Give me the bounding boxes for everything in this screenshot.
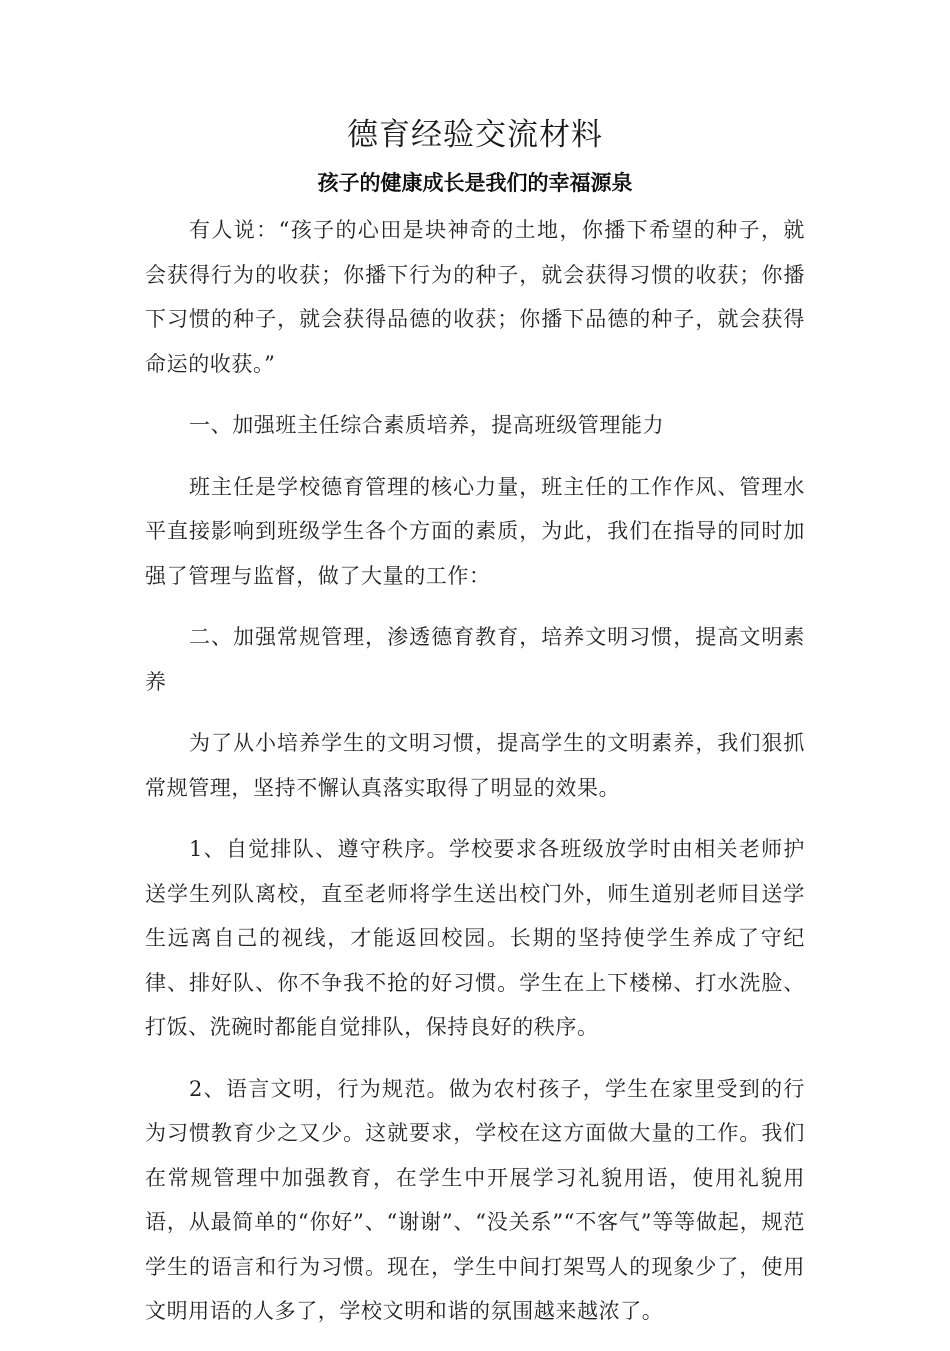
paragraph-item-1-queue: 1、自觉排队、遵守秩序。学校要求各班级放学时由相关老师护送学生列队离校，直至老师将学生送出校门外，师生道别老师目送学生远离自己的视线，才能返回校园。长期的坚持使学生养成了守纪律、排好队、你不争我不抢的好习惯。学生在上下楼梯、打水洗脸、打饭、洗碗时都能自觉排队，保持良好的秩序。	[145, 837, 805, 1039]
document-subtitle: 孩子的健康成长是我们的幸福源泉	[317, 170, 633, 195]
paragraph-class-teacher: 班主任是学校德育管理的核心力量，班主任的工作作风、管理水平直接影响到班级学生各个方面的素质，为此，我们在指导的同时加强了管理与监督，做了大量的工作：	[145, 474, 805, 588]
section-heading-2: 二、加强常规管理，渗透德育教育，培养文明习惯，提高文明素养	[145, 625, 805, 694]
section-heading-1: 一、加强班主任综合素质培养，提高班级管理能力	[189, 413, 665, 437]
paragraph-intro-quote: 有人说：“孩子的心田是块神奇的土地，你播下希望的种子，就会获得行为的收获；你播下行为的种子，就会获得习惯的收获；你播下习惯的种子，就会获得品德的收获；你播下品德的种子，就会获得命运的收获。”	[145, 218, 805, 376]
document-title: 德育经验交流材料	[347, 117, 603, 153]
paragraph-routine-management: 为了从小培养学生的文明习惯，提高学生的文明素养，我们狠抓常规管理，坚持不懈认真落实取得了明显的效果。	[145, 731, 805, 800]
paragraph-item-2-language: 2、语言文明，行为规范。做为农村孩子，学生在家里受到的行为习惯教育少之又少。这就要求，学校在这方面做大量的工作。我们在常规管理中加强教育，在学生中开展学习礼貌用语，使用礼貌用语，从最简单的“你好”、“谢谢”、“没关系”“不客气”等等做起，规范学生的语言和行为习惯。现在，学生中间打架骂人的现象少了，使用文明用语的人多了，学校文明和谐的氛围越来越浓了。	[145, 1076, 805, 1323]
document-body	[145, 208, 805, 1351]
